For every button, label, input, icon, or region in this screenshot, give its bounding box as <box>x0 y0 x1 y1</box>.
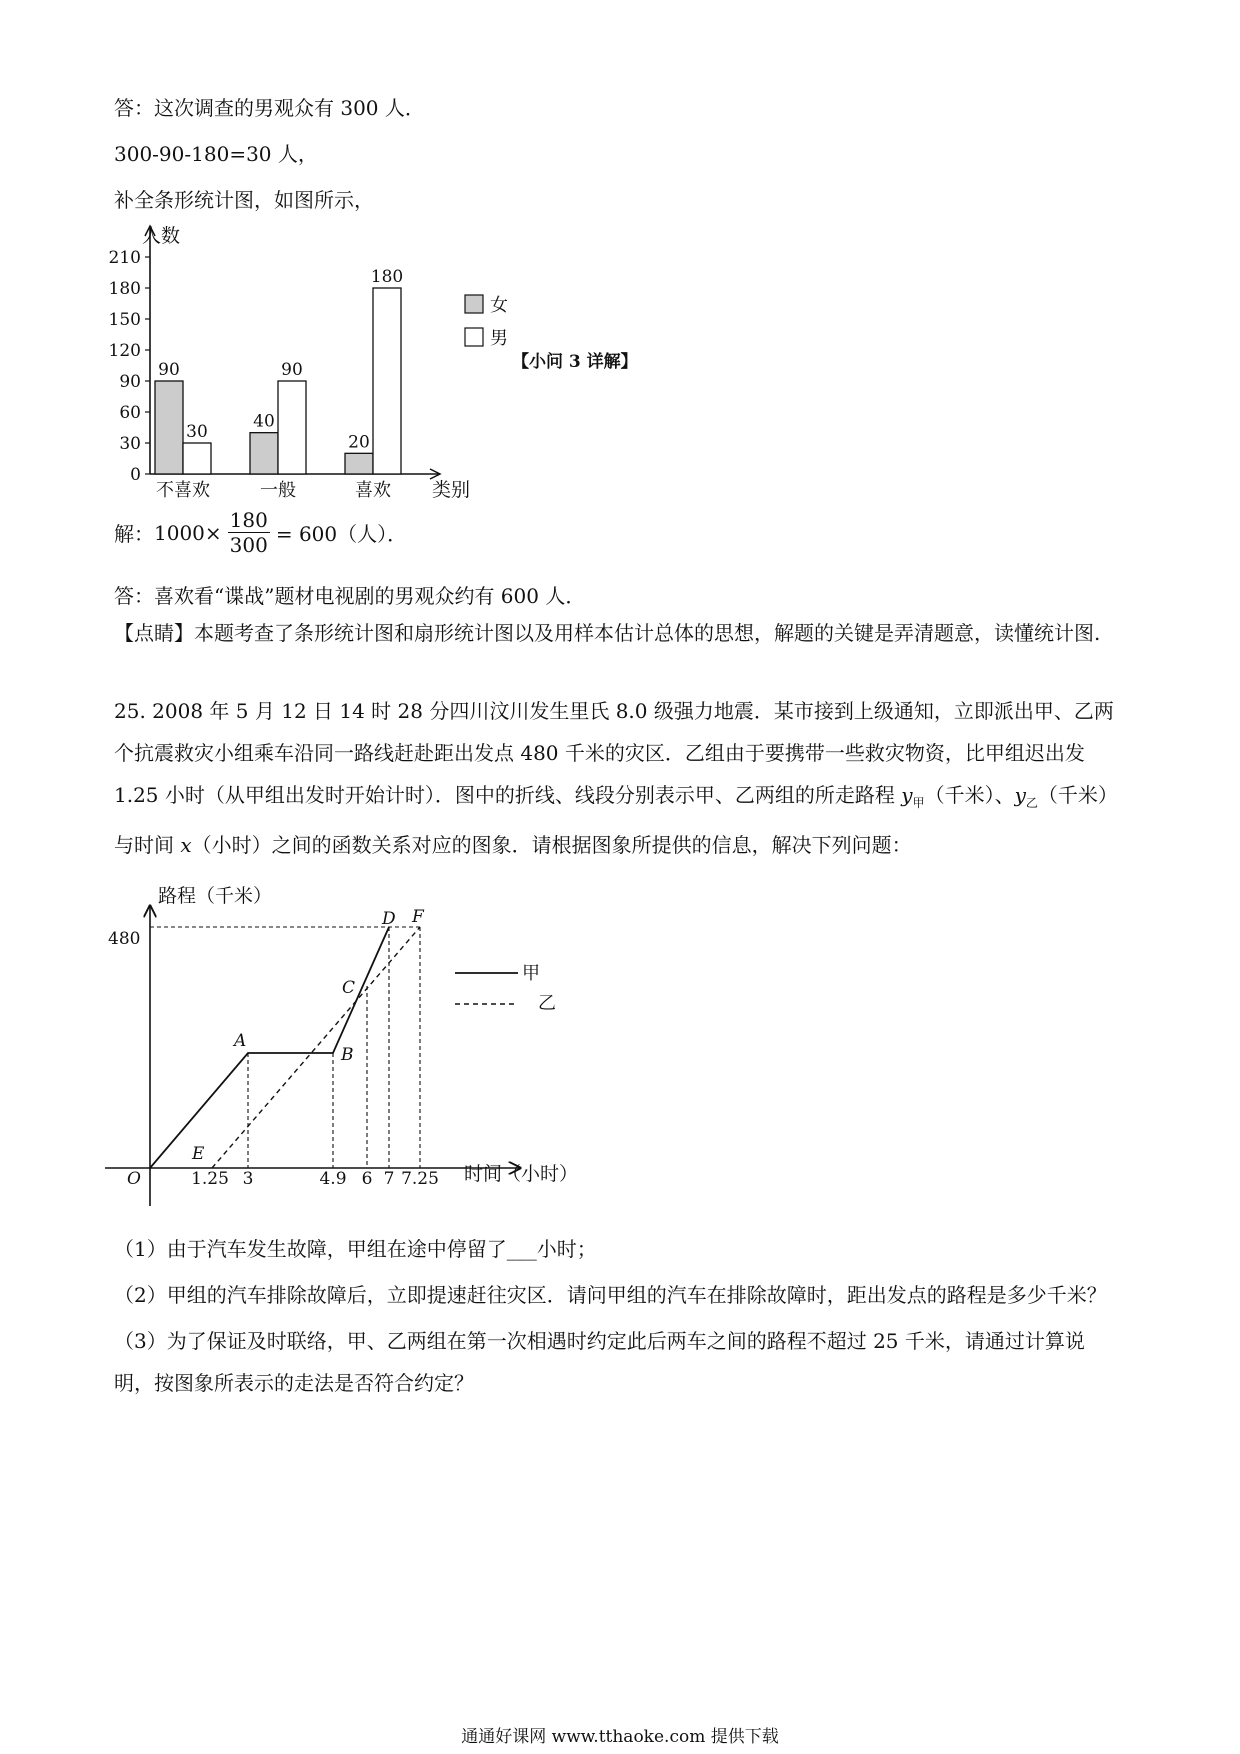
bar-category-label: 不喜欢 <box>156 480 210 501</box>
graph-x-tick-label: 3 <box>242 1169 254 1189</box>
sub-yi: 乙 <box>1025 796 1038 810</box>
problem-text-b: （千米）、 <box>924 783 1015 807</box>
bar-value-label: 90 <box>158 360 180 380</box>
side-note: 【小问 3 详解】 <box>512 352 638 372</box>
graph-xlabel: 时间（小时） <box>464 1163 579 1185</box>
bar-value-label: 40 <box>253 411 275 432</box>
bar-female <box>250 433 278 474</box>
page-footer: 通通好课网 www.tthaoke.com 提供下载 <box>461 1727 779 1747</box>
graph-y-tick-480: 480 <box>108 929 141 949</box>
complete-chart-line: 补全条形统计图，如图所示， <box>114 188 374 212</box>
legend-label-yi: 乙 <box>538 993 556 1014</box>
calc-line: 300-90-180=30 人， <box>114 142 318 166</box>
bar-female <box>155 381 183 474</box>
questions <box>114 1228 1124 1404</box>
bar-y-tick-label: 120 <box>108 341 141 361</box>
bar-category-label: 喜欢 <box>355 480 391 501</box>
bar-y-tick-label: 150 <box>108 310 141 330</box>
function-graph <box>100 866 660 1236</box>
var-x: x <box>180 833 192 857</box>
bar-y-tick-label: 30 <box>119 434 141 454</box>
graph-x-tick-label: 1.25 <box>191 1169 229 1189</box>
bar-value-label: 180 <box>370 267 404 287</box>
graph-x-tick-label: 7 <box>383 1169 395 1189</box>
bar-xlabel: 类别 <box>432 479 471 501</box>
graph-x-tick-label: 4.9 <box>319 1169 347 1189</box>
problem-text-a: 25. 2008 年 5 月 12 日 14 时 28 分四川汶川发生里氏 8.0 级强力地震．某市接到上级通知，立即派出甲、乙两个抗震救灾小组乘车沿同一路线赶赴距出发点 480 千米的灾区．乙组由于要携带一些救灾物资，比甲组迟出发 1.25 小时（从甲组出发时开始计时）．图中的折线、线段分别表示甲、乙两组的所走路程 <box>114 699 1114 807</box>
fraction <box>228 508 270 557</box>
bar-y-tick-label: 210 <box>108 248 141 268</box>
solution-line <box>114 508 407 557</box>
graph-ylabel: 路程（千米） <box>158 885 273 907</box>
solution-prefix: 解： <box>114 522 154 546</box>
comment-paragraph <box>114 614 1124 652</box>
answer-line-1: 答：这次调查的男观众有 300 人． <box>114 96 425 120</box>
bar-value-label: 30 <box>186 422 208 442</box>
question-1: （1）由于汽车发生故障，甲组在途中停留了___小时； <box>114 1237 597 1261</box>
problem-25-text <box>114 690 1124 866</box>
point-label-C: C <box>342 978 356 998</box>
solution-factor: 1000× <box>154 520 222 545</box>
comment-text: 【点睛】本题考查了条形统计图和扇形统计图以及用样本估计总体的思想，解题的关键是弄清题意，读懂统计图. <box>114 621 1101 645</box>
graph-origin: O <box>127 1169 141 1189</box>
bar-female <box>345 453 373 474</box>
problem-text-d: （小时）之间的函数关系对应的图象．请根据图象所提供的信息，解决下列问题： <box>191 833 912 857</box>
point-label-F: F <box>412 907 424 927</box>
fraction-denominator: 300 <box>229 533 268 557</box>
graph-legend <box>455 963 556 1014</box>
bar-category-label: 一般 <box>260 480 296 501</box>
bar-male <box>183 443 211 474</box>
point-label-D: D <box>382 909 396 929</box>
bar-legend <box>465 295 508 349</box>
bar-y-tick-label: 180 <box>108 279 141 299</box>
problem-25 <box>114 690 1124 866</box>
bar-ylabel: 人数 <box>142 225 181 247</box>
bar-y-tick-label: 90 <box>119 372 141 392</box>
question-3: （3）为了保证及时联络，甲、乙两组在第一次相遇时约定此后两车之间的路程不超过 25 千米，请通过计算说明，按图象所表示的走法是否符合约定？ <box>114 1329 1085 1395</box>
bar-chart <box>100 218 660 508</box>
bar-y-tick-label: 0 <box>130 465 141 485</box>
point-label-A: A <box>234 1031 247 1051</box>
fraction-numerator: 180 <box>229 508 268 532</box>
bar-y-tick-label: 60 <box>119 403 141 423</box>
legend-label-jia: 甲 <box>522 963 540 984</box>
bar-male <box>373 288 401 474</box>
legend-label-male: 男 <box>490 328 508 349</box>
problem-text-c: （千米）与时间 <box>114 783 1118 857</box>
var-y-jia: y <box>901 783 913 807</box>
solution-result: = 600（人）． <box>275 522 408 546</box>
legend-label-female: 女 <box>490 295 508 316</box>
answer-line-2: 答：喜欢看“谍战”题材电视剧的男观众约有 600 人． <box>114 584 586 608</box>
bar-male <box>278 381 306 474</box>
bar-value-label: 90 <box>281 360 303 380</box>
var-y-yi: y <box>1014 783 1026 807</box>
point-label-B: B <box>341 1045 354 1065</box>
point-label-E: E <box>192 1144 205 1164</box>
sub-jia: 甲 <box>912 796 925 810</box>
legend-swatch-female <box>465 295 483 313</box>
legend-swatch-male <box>465 328 483 346</box>
graph-x-tick-label: 7.25 <box>401 1169 439 1189</box>
bar-value-label: 20 <box>348 432 370 453</box>
question-2: （2）甲组的汽车排除故障后，立即提速赶往灾区．请问甲组的汽车在排除故障时，距出发点的路程是多少千米？ <box>114 1283 1107 1307</box>
graph-x-tick-label: 6 <box>361 1169 373 1189</box>
